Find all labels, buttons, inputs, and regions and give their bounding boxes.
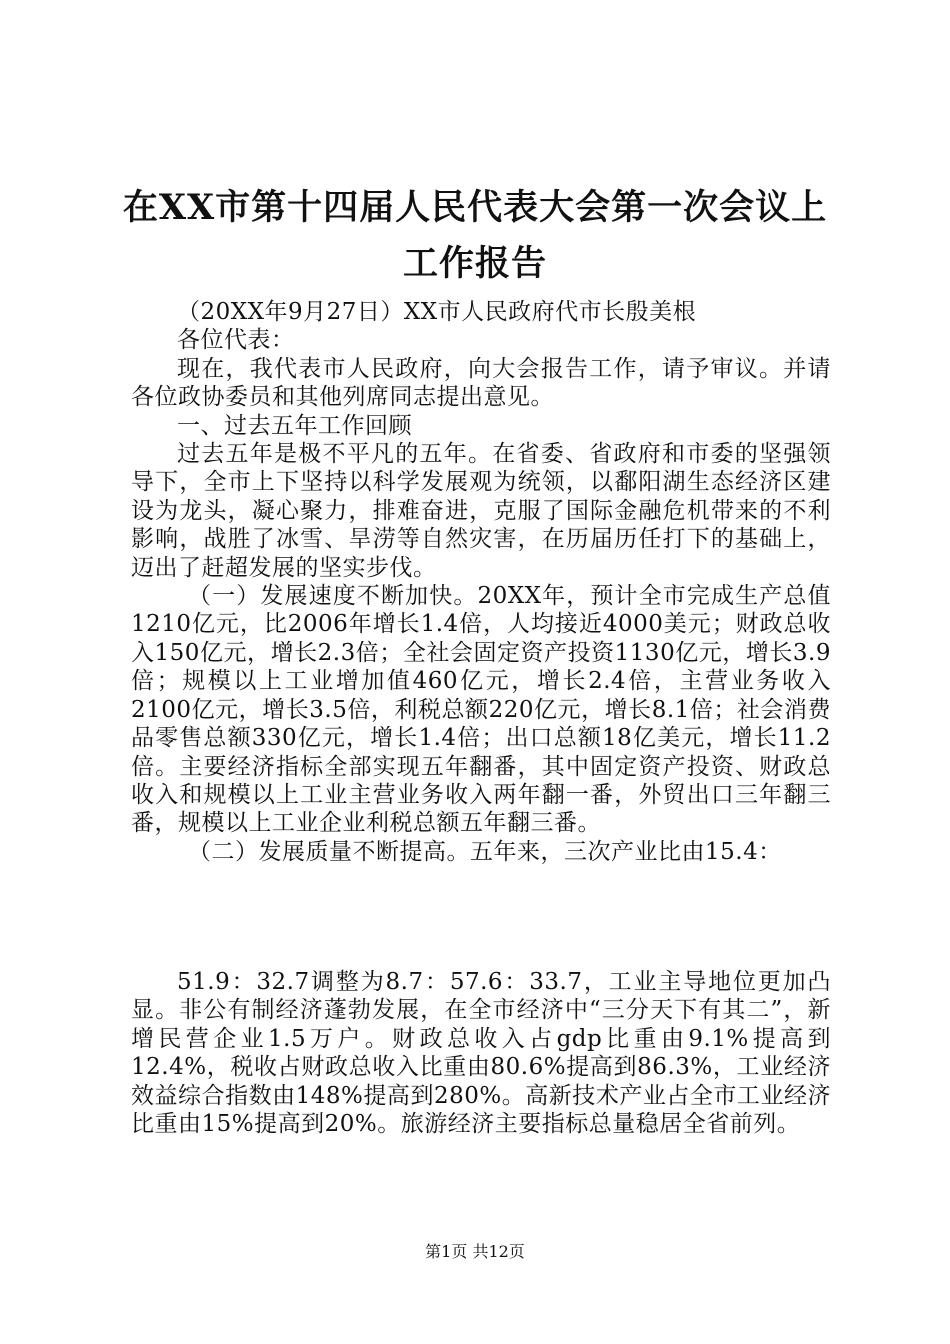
paragraph-quality-continued: 51.9：32.7调整为8.7：57.6：33.7，工业主导地位更加凸显。非公有制经济蓬勃发展，在全市经济中“三分天下有其二”，新增民营企业1.5万户。财政总收入占gdp比重由9.1%提高到12.4%，税收占财政总收入比重由80.6%提高到86.3%，工业经济效益综合指数由148%提高到280%。高新技术产业占全市工业经济比重由15%提高到20%。旅游经济主要指标总量稳居全省前列。 xyxy=(131,969,831,1138)
salutation: 各位代表： xyxy=(177,327,295,354)
report-dateline: （20XX年9月27日）XX市人民政府代市长殷美根 xyxy=(177,299,697,325)
page-indicator: 第1页 共12页 xyxy=(425,1242,525,1261)
page-footer xyxy=(0,1242,950,1262)
paragraph-intro: 现在，我代表市人民政府，向大会报告工作，请予审议。并请各位政协委员和其他列席同志提出意见。 xyxy=(131,355,831,411)
document-body-continued xyxy=(131,968,831,1138)
section-heading: 一、过去五年工作回顾 xyxy=(177,412,412,439)
document-body xyxy=(131,298,831,866)
document-title xyxy=(100,180,850,292)
paragraph-quality: （二）发展质量不断提高。五年来，三次产业比由15.4： xyxy=(188,838,782,865)
paragraph-review: 过去五年是极不平凡的五年。在省委、省政府和市委的坚强领导下，全市上下坚持以科学发展观为统领，以鄱阳湖生态经济区建设为龙头，凝心聚力，排难奋进，克服了国际金融危机带来的不利影响，战胜了冰雪、旱涝等自然灾害，在历届历任打下的基础上，迈出了赶超发展的坚实步伐。 xyxy=(131,441,831,581)
title-line-1: 在XX市第十四届人民代表大会第一次会议上 xyxy=(122,187,828,228)
paragraph-speed: （一）发展速度不断加快。20XX年，预计全市完成生产总值1210亿元，比2006年增长1.4倍，人均接近4000美元；财政总收入150亿元，增长2.3倍；全社会固定资产投资1130亿元，增长3.9倍；规模以上工业增加值460亿元，增长2.4倍，主营业务收入2100亿元，增长3.5倍，利税总额220亿元，增长8.1倍；社会消费品零售总额330亿元，增长1.4倍；出口总额18亿美元，增长11.2倍。主要经济指标全部实现五年翻番，其中固定资产投资、财政总收入和规模以上工业主营业务收入两年翻一番，外贸出口三年翻三番，规模以上工业企业利税总额五年翻三番。 xyxy=(131,583,831,837)
title-line-2: 工作报告 xyxy=(402,243,547,284)
